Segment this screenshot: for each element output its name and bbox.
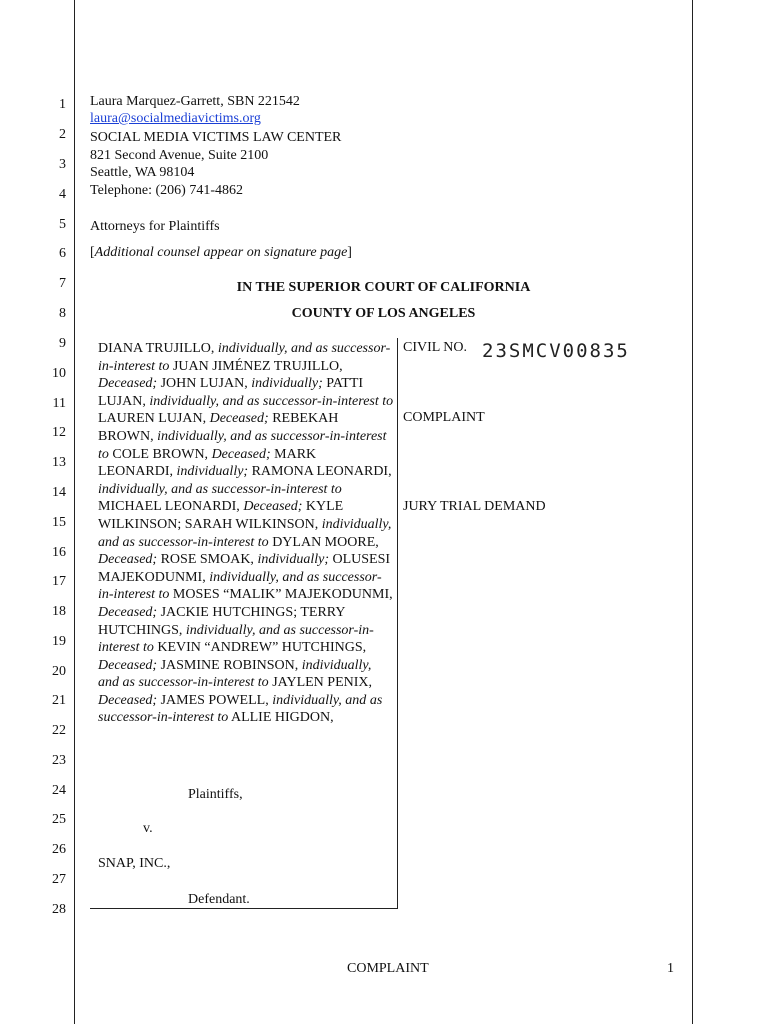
line-number: 4 — [59, 187, 66, 202]
attorney-name: Laura Marquez-Garrett, SBN 221542 — [90, 94, 300, 109]
footer-title: COMPLAINT — [347, 961, 429, 976]
line-number: 8 — [59, 306, 66, 321]
attorneys-for: Attorneys for Plaintiffs — [90, 219, 220, 234]
court-name: IN THE SUPERIOR COURT OF CALIFORNIA — [236, 280, 531, 295]
right-margin-rule — [692, 0, 693, 1024]
firm-address-1: 821 Second Avenue, Suite 2100 — [90, 148, 269, 163]
firm-name: SOCIAL MEDIA VICTIMS LAW CENTER — [90, 130, 342, 145]
line-number: 3 — [59, 157, 66, 172]
firm-address-2: Seattle, WA 98104 — [90, 165, 195, 180]
line-number: 15 — [52, 515, 66, 530]
court-county: COUNTY OF LOS ANGELES — [291, 306, 476, 321]
plaintiffs-label: Plaintiffs, — [188, 787, 243, 802]
additional-counsel-note: [Additional counsel appear on signature page] — [90, 245, 352, 260]
line-number: 25 — [52, 812, 66, 827]
firm-telephone: Telephone: (206) 741-4862 — [90, 183, 243, 198]
defendant-name: SNAP, INC., — [98, 856, 171, 871]
line-number: 22 — [52, 723, 66, 738]
line-number: 1 — [59, 97, 66, 112]
line-number: 28 — [52, 902, 66, 917]
versus: v. — [143, 821, 153, 836]
line-number: 13 — [52, 455, 66, 470]
line-number: 7 — [59, 276, 66, 291]
line-number: 5 — [59, 217, 66, 232]
line-number: 23 — [52, 753, 66, 768]
line-number: 6 — [59, 246, 66, 261]
case-number-stamp: 23SMCV00835 — [482, 340, 630, 362]
line-number: 26 — [52, 842, 66, 857]
line-number: 27 — [52, 872, 66, 887]
jury-trial-demand: JURY TRIAL DEMAND — [403, 499, 546, 514]
additional-counsel-text: Additional counsel appear on signature page — [94, 245, 348, 260]
page-number: 1 — [667, 961, 674, 976]
line-number: 17 — [52, 574, 66, 589]
attorney-email-link[interactable]: laura@socialmediavictims.org — [90, 111, 261, 126]
line-number: 18 — [52, 604, 66, 619]
line-number: 12 — [52, 425, 66, 440]
line-number: 16 — [52, 545, 66, 560]
civil-no-label: CIVIL NO. — [403, 340, 468, 355]
line-number: 10 — [52, 366, 66, 381]
line-number: 9 — [59, 336, 66, 351]
line-number: 20 — [52, 664, 66, 679]
line-number: 11 — [52, 396, 66, 411]
plaintiffs-caption: DIANA TRUJILLO, individually, and as successor-in-interest to JUAN JIMÉNEZ TRUJILLO, Deceased; JOHN LUJAN, individually; PATTI LUJAN, individually, and as successor-in-interest to LAUREN LUJAN, Deceased; REBEKAH BROWN, individually, and as successor-in-interest to COLE BROWN, Deceased; MARK LEONARDI, individually; RAMONA LEONARDI, individually, and as successor-in-interest to MICHAEL LEONARDI, Deceased; KYLE WILKINSON; SARAH WILKINSON, individually, and as successor-in-interest to DYLAN MOORE, Deceased; ROSE SMOAK, individually; OLUSESI MAJEKODUNMI, individually, and as successor-in-interest to MOSES “MALIK” MAJEKODUNMI, Deceased; JACKIE HUTCHINGS; TERRY HUTCHINGS, individually, and as successor-in-interest to KEVIN “ANDREW” HUTCHINGS, Deceased; JASMINE ROBINSON, individually, and as successor-in-interest to JAYLEN PENIX, Deceased; JAMES POWELL, individually, and as successor-in-interest to ALLIE HIGDON, — [98, 341, 394, 726]
document-type: COMPLAINT — [403, 410, 485, 425]
line-number: 21 — [52, 693, 66, 708]
line-number: 19 — [52, 634, 66, 649]
line-number: 24 — [52, 783, 66, 798]
left-margin-rule — [74, 0, 75, 1024]
line-number: 2 — [59, 127, 66, 142]
line-number: 14 — [52, 485, 66, 500]
defendant-label: Defendant. — [188, 892, 250, 907]
